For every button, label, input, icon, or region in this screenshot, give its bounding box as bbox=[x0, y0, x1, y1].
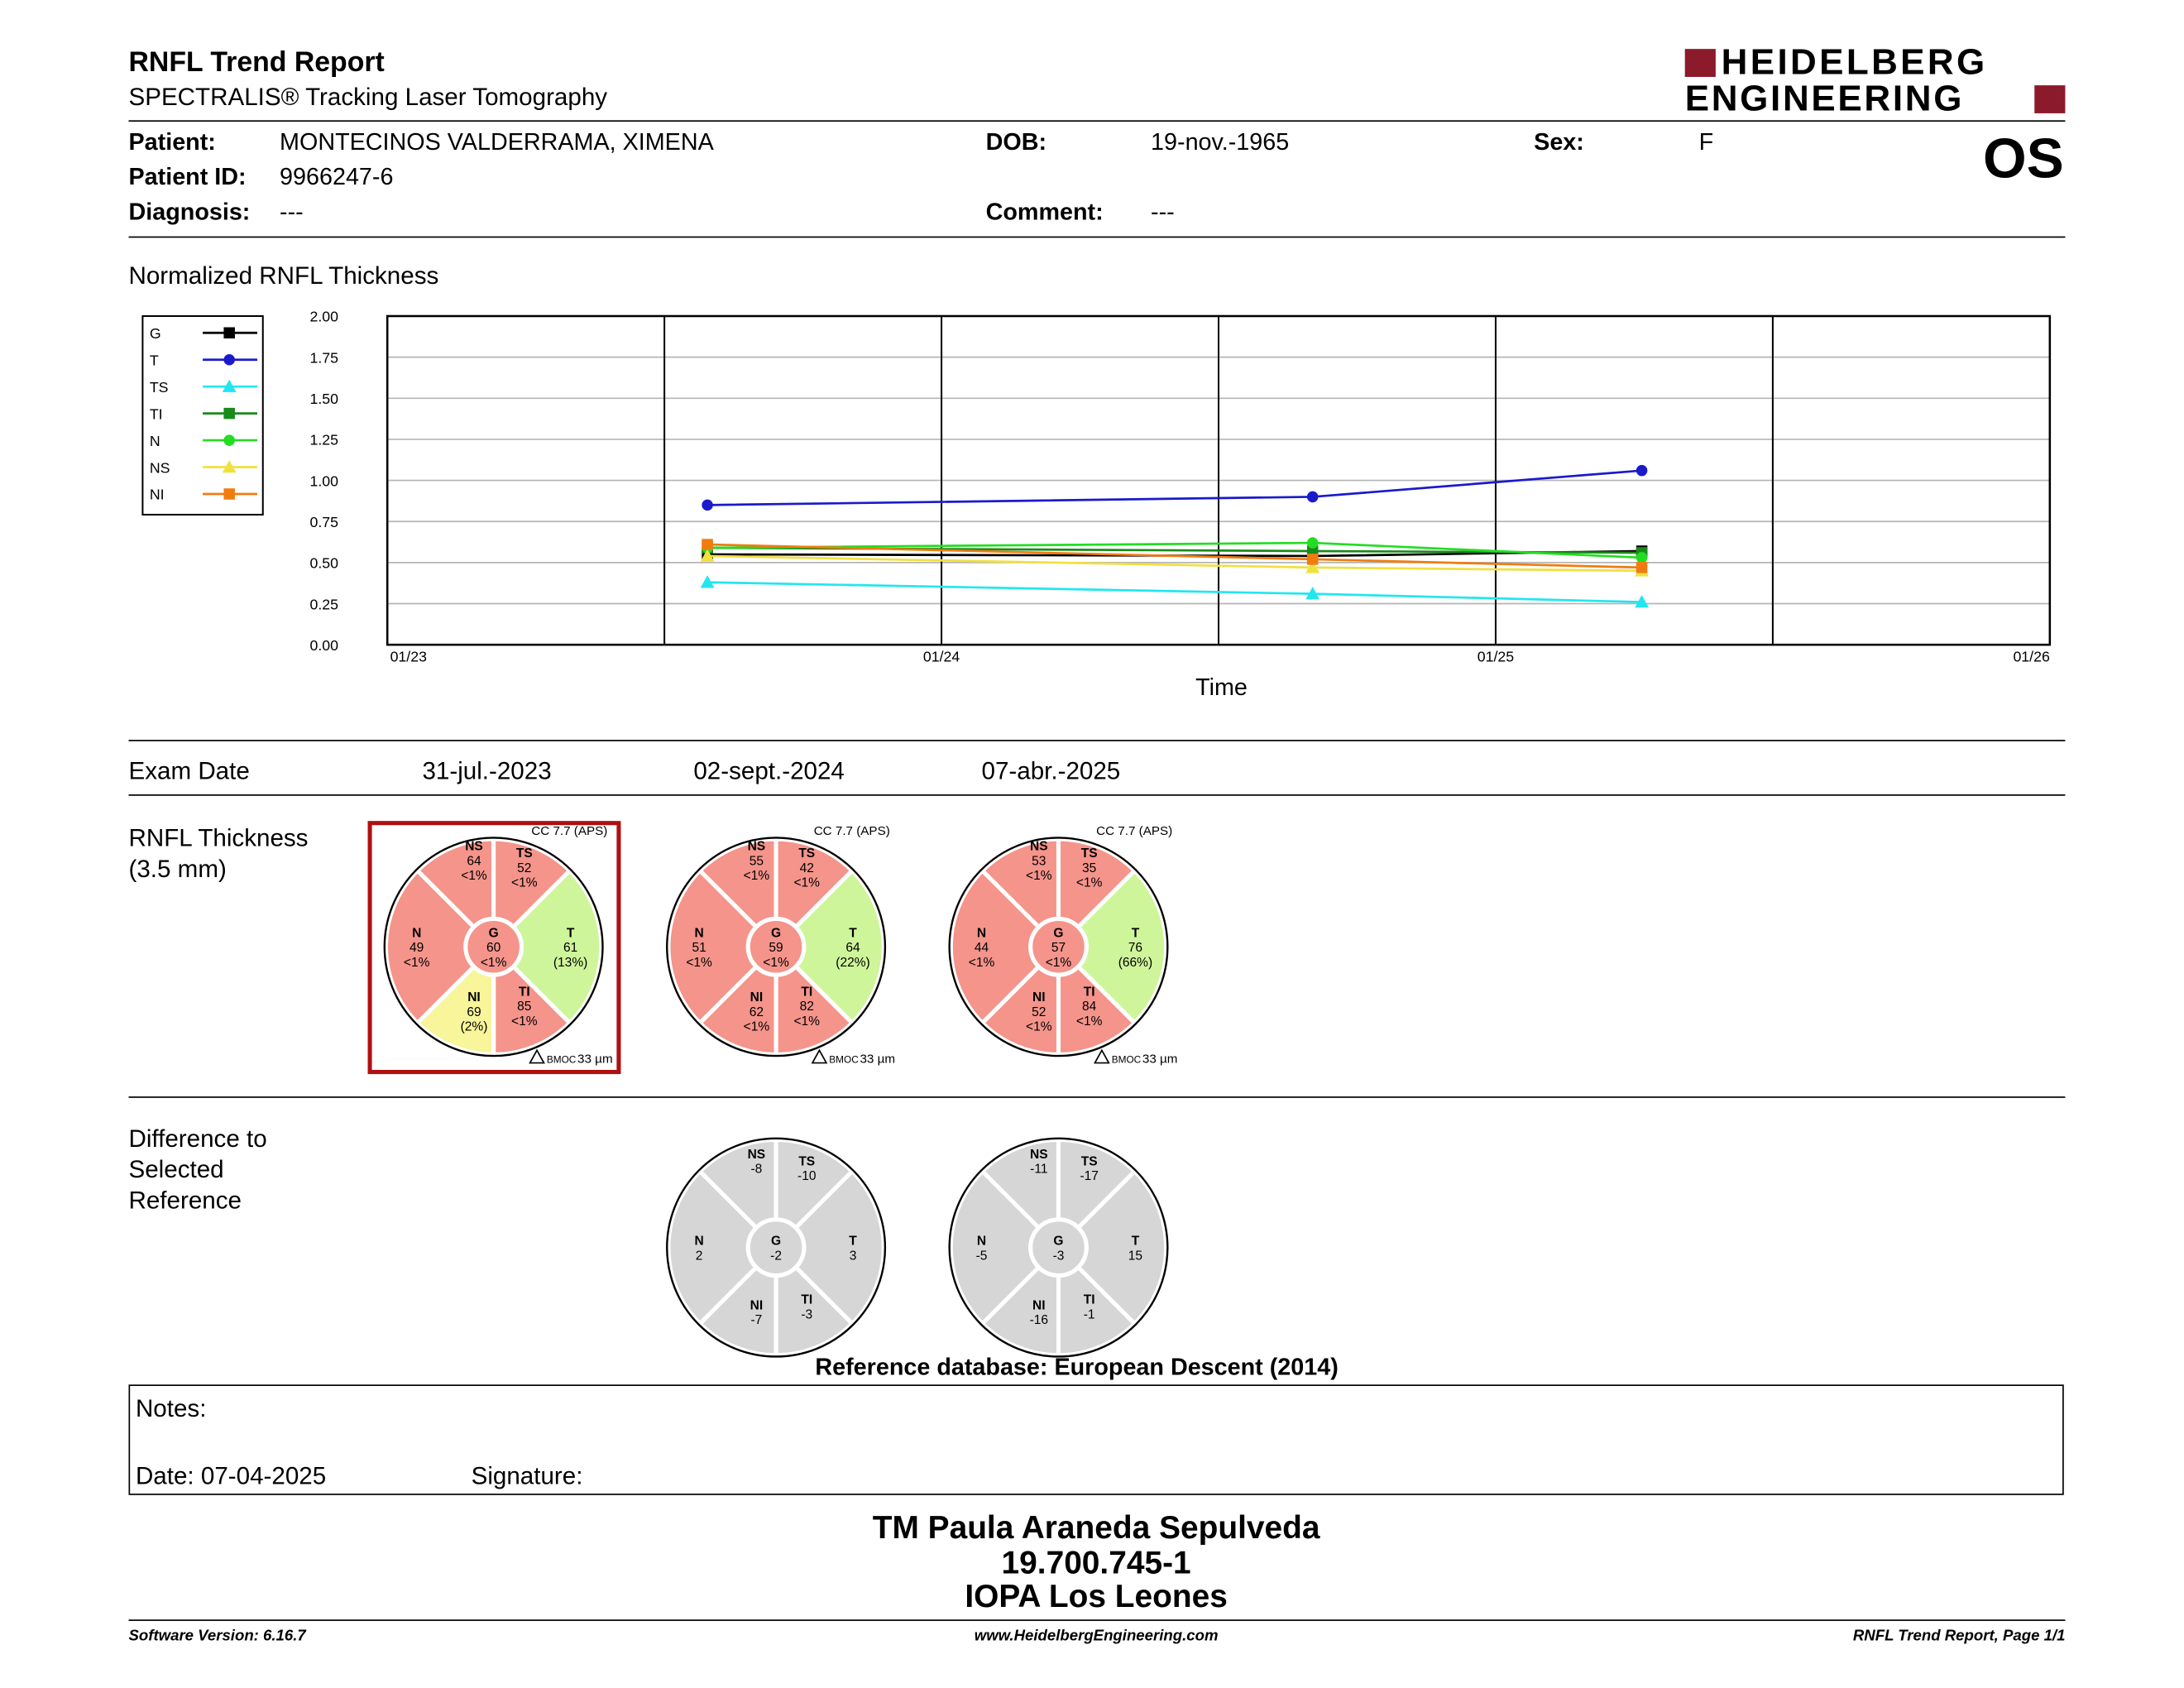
exam-date-1: 31-jul.-2023 bbox=[422, 756, 552, 785]
difference-label-line1: Difference to bbox=[128, 1124, 267, 1153]
sector-label-g: -2 bbox=[770, 1249, 782, 1264]
sector-label-ni: NI bbox=[750, 990, 764, 1005]
sector-label-n: <1% bbox=[403, 955, 430, 970]
y-tick-label: 0.00 bbox=[309, 636, 339, 654]
sector-label-ts: 42 bbox=[799, 861, 814, 875]
sector-label-ti: 85 bbox=[517, 1000, 532, 1014]
legend-entry-label: TI bbox=[149, 405, 163, 423]
signature-stamp bbox=[699, 1510, 1493, 1613]
sector-label-ni: 69 bbox=[467, 1005, 481, 1019]
sector-label-ti: 82 bbox=[799, 1000, 814, 1014]
exam-date-2: 02-sept.-2024 bbox=[693, 756, 845, 785]
sector-label-t: T bbox=[849, 1234, 857, 1249]
y-tick-label: 1.50 bbox=[309, 391, 339, 408]
sector-label-g: G bbox=[771, 1234, 782, 1249]
sector-label-n: N bbox=[694, 1234, 704, 1249]
sector-label-g: G bbox=[771, 926, 782, 941]
software-version: Software Version: 6.16.7 bbox=[128, 1628, 306, 1645]
sex-label: Sex: bbox=[1534, 128, 1584, 156]
sector-label-t: T bbox=[1131, 1234, 1140, 1249]
notes-label: Notes: bbox=[135, 1394, 207, 1422]
bmoc-value: 33 µm bbox=[1142, 1052, 1178, 1067]
series-line-t bbox=[707, 471, 1642, 506]
sector-label-ti: TI bbox=[801, 1292, 813, 1307]
sector-label-ns: NS bbox=[1030, 1147, 1048, 1162]
sector-label-ti: TI bbox=[801, 985, 813, 1000]
sector-label-n: N bbox=[976, 1234, 987, 1249]
cc-label: CC 7.7 (APS) bbox=[813, 824, 890, 839]
reference-database: Reference database: European Descent (2014) bbox=[815, 1354, 1339, 1381]
sector-label-g: G bbox=[1053, 926, 1064, 941]
page-number: RNFL Trend Report, Page 1/1 bbox=[1852, 1628, 2066, 1645]
bmoc-value: 33 µm bbox=[860, 1052, 896, 1067]
legend-entry-label: T bbox=[149, 352, 159, 369]
trend-chart bbox=[0, 0, 2184, 727]
sector-label-ns: NS bbox=[465, 839, 483, 854]
sector-label-t: 76 bbox=[1128, 941, 1143, 956]
sector-label-t: 64 bbox=[845, 941, 860, 956]
legend-marker bbox=[223, 488, 235, 500]
y-tick-label: 1.75 bbox=[309, 349, 339, 367]
x-tick-label: 01/24 bbox=[922, 648, 960, 665]
sector-label-ns: 64 bbox=[467, 854, 481, 869]
sector-label-ni: NI bbox=[750, 1298, 764, 1313]
legend-marker bbox=[223, 408, 235, 420]
sector-label-ns: <1% bbox=[743, 869, 770, 884]
patient-label: Patient: bbox=[128, 128, 216, 156]
sector-label-ni: <1% bbox=[743, 1019, 770, 1034]
legend-entry-label: G bbox=[149, 325, 161, 343]
sex-value: F bbox=[1698, 128, 1714, 156]
rnfl-label-line2: (3.5 mm) bbox=[128, 854, 227, 883]
sector-label-ns: <1% bbox=[1026, 869, 1052, 884]
sector-label-g: G bbox=[1053, 1234, 1064, 1249]
sector-label-t: (22%) bbox=[836, 955, 870, 970]
sector-label-g: G bbox=[488, 926, 499, 941]
sector-label-ns: NS bbox=[747, 839, 766, 854]
data-point bbox=[702, 539, 713, 550]
bmoc-label: BMOC bbox=[1111, 1053, 1142, 1066]
sector-label-ts: TS bbox=[798, 1154, 816, 1169]
series-t bbox=[702, 465, 1647, 511]
bmoc-label: BMOC bbox=[546, 1053, 577, 1066]
sector-label-ts: <1% bbox=[511, 875, 538, 890]
x-tick-label: 01/23 bbox=[390, 648, 427, 665]
report-title: RNFL Trend Report bbox=[128, 47, 385, 79]
y-tick-label: 1.00 bbox=[309, 472, 339, 490]
data-point bbox=[1636, 552, 1648, 563]
sector-label-ti: <1% bbox=[511, 1014, 538, 1029]
sector-label-t: (13%) bbox=[553, 955, 588, 970]
data-point bbox=[1636, 465, 1648, 477]
sector-label-g: 60 bbox=[486, 941, 501, 956]
legend-marker bbox=[223, 434, 235, 446]
exam-date-3: 07-abr.-2025 bbox=[981, 756, 1121, 785]
sector-label-ts: <1% bbox=[793, 875, 821, 890]
data-point bbox=[1307, 537, 1319, 549]
data-point bbox=[1636, 562, 1648, 573]
sector-label-n: <1% bbox=[968, 955, 995, 970]
difference-label-line2: Selected bbox=[128, 1155, 224, 1183]
sector-label-ns: -8 bbox=[750, 1162, 763, 1177]
data-point bbox=[702, 500, 713, 511]
bmoc-value: 33 µm bbox=[577, 1052, 613, 1067]
website-link[interactable]: www.HeidelbergEngineering.com bbox=[974, 1628, 1219, 1645]
sector-label-ts: TS bbox=[515, 846, 533, 861]
sector-label-ni: NI bbox=[1032, 1298, 1046, 1313]
sector-label-ti: 84 bbox=[1082, 1000, 1097, 1014]
data-point bbox=[1307, 554, 1319, 565]
sector-label-g: 57 bbox=[1051, 941, 1066, 956]
stamp-line1: TM Paula Araneda Sepulveda bbox=[872, 1508, 1320, 1546]
sector-label-n: N bbox=[412, 926, 422, 941]
sector-label-ni: 62 bbox=[749, 1005, 764, 1019]
sector-label-n: 51 bbox=[692, 941, 706, 956]
sector-label-t: T bbox=[1131, 926, 1140, 941]
patient-id: 9966247-6 bbox=[280, 163, 394, 190]
chart-plot-area bbox=[309, 309, 2049, 665]
difference-sector-chart bbox=[667, 1139, 885, 1357]
sector-label-g: -3 bbox=[1052, 1249, 1065, 1264]
y-tick-label: 0.75 bbox=[309, 513, 339, 530]
sector-label-g: <1% bbox=[1045, 955, 1072, 970]
rnfl-label-line1: RNFL Thickness bbox=[128, 823, 309, 852]
sector-label-ts: TS bbox=[1080, 1154, 1098, 1169]
divider bbox=[128, 1619, 2065, 1621]
bmoc-label: BMOC bbox=[829, 1053, 859, 1066]
sector-label-n: 49 bbox=[410, 941, 424, 956]
rnfl-sector-chart bbox=[950, 824, 1178, 1067]
sector-label-ts: 35 bbox=[1082, 861, 1097, 875]
cc-label: CC 7.7 (APS) bbox=[531, 824, 608, 839]
sector-label-ns: NS bbox=[1030, 839, 1048, 854]
sector-label-n: 2 bbox=[695, 1249, 703, 1264]
difference-sector-chart bbox=[950, 1139, 1168, 1357]
legend-entry-label: TS bbox=[149, 378, 169, 396]
dob-label: DOB: bbox=[985, 128, 1047, 156]
logo-line2: ENGINEERING bbox=[1684, 76, 1965, 119]
sector-label-ts: <1% bbox=[1075, 875, 1103, 890]
sector-label-ni: NI bbox=[467, 990, 481, 1005]
logo-line1: HEIDELBERG bbox=[1721, 41, 1988, 83]
sector-label-g: <1% bbox=[763, 955, 789, 970]
y-tick-label: 0.25 bbox=[309, 596, 339, 613]
data-point bbox=[1307, 492, 1319, 503]
sector-label-ti: -1 bbox=[1083, 1307, 1095, 1322]
sector-label-ts: TS bbox=[798, 846, 816, 861]
sector-label-ns: 53 bbox=[1032, 854, 1046, 869]
delta-icon bbox=[530, 1050, 544, 1062]
series-ts bbox=[701, 575, 1649, 607]
legend-marker bbox=[223, 328, 235, 339]
notes-date: Date: 07-04-2025 bbox=[135, 1461, 327, 1490]
series-line-ts bbox=[707, 583, 1642, 602]
sector-label-ts: -17 bbox=[1080, 1169, 1099, 1184]
y-tick-label: 0.50 bbox=[309, 554, 339, 572]
rnfl-sector-chart bbox=[385, 824, 613, 1067]
stamp-line3: IOPA Los Leones bbox=[965, 1577, 1228, 1614]
dob-value: 19-nov.-1965 bbox=[1151, 128, 1290, 156]
sector-label-g: 59 bbox=[769, 941, 783, 956]
y-tick-label: 1.25 bbox=[309, 431, 339, 448]
delta-icon bbox=[812, 1050, 826, 1062]
sector-label-t: T bbox=[566, 926, 575, 941]
eye-label: OS bbox=[1983, 128, 2064, 190]
sector-label-ns: -11 bbox=[1030, 1162, 1048, 1177]
sector-label-ns: NS bbox=[747, 1147, 766, 1162]
sector-label-g: <1% bbox=[480, 955, 507, 970]
x-axis-label: Time bbox=[1195, 674, 1248, 701]
legend-entry-label: NS bbox=[149, 459, 170, 477]
sector-label-ni: (2%) bbox=[460, 1019, 488, 1034]
sector-label-ni: <1% bbox=[1026, 1019, 1052, 1034]
sector-label-n: N bbox=[976, 926, 987, 941]
signature-label: Signature: bbox=[471, 1461, 583, 1490]
sector-label-ti: TI bbox=[1083, 1292, 1095, 1307]
comment-label: Comment: bbox=[985, 199, 1104, 226]
sector-label-ni: 52 bbox=[1032, 1005, 1046, 1019]
sector-label-t: 61 bbox=[563, 941, 578, 956]
rnfl-sector-chart bbox=[667, 824, 895, 1067]
sector-label-t: 15 bbox=[1128, 1249, 1143, 1264]
sector-label-ti: -3 bbox=[801, 1307, 813, 1322]
y-tick-label: 2.00 bbox=[309, 308, 339, 325]
report-subtitle: SPECTRALIS® Tracking Laser Tomography bbox=[128, 82, 608, 111]
patient-id-label: Patient ID: bbox=[128, 163, 247, 190]
chart-legend bbox=[142, 316, 262, 515]
x-tick-label: 01/25 bbox=[1477, 648, 1515, 665]
sector-label-n: N bbox=[694, 926, 704, 941]
exam-date-label: Exam Date bbox=[128, 756, 250, 785]
sector-label-ns: 55 bbox=[749, 854, 764, 869]
sector-label-ts: -10 bbox=[797, 1169, 817, 1184]
sector-label-t: (66%) bbox=[1118, 955, 1153, 970]
legend-entry-label: NI bbox=[149, 486, 165, 503]
cc-label: CC 7.7 (APS) bbox=[1096, 824, 1173, 839]
sector-label-ni: -7 bbox=[750, 1313, 763, 1328]
patient-name: MONTECINOS VALDERRAMA, XIMENA bbox=[280, 128, 714, 156]
chart-title: Normalized RNFL Thickness bbox=[128, 261, 439, 290]
diagnosis-label: Diagnosis: bbox=[128, 199, 251, 226]
stamp-line2: 19.700.745-1 bbox=[1001, 1543, 1191, 1580]
sector-charts bbox=[0, 784, 2184, 1385]
sector-label-ti: TI bbox=[1083, 985, 1095, 1000]
sector-label-t: 3 bbox=[849, 1249, 857, 1264]
divider bbox=[128, 740, 2065, 741]
sector-label-ts: 52 bbox=[517, 861, 532, 875]
sector-label-n: -5 bbox=[975, 1249, 988, 1264]
sector-label-ti: <1% bbox=[1075, 1014, 1103, 1029]
sector-label-ts: TS bbox=[1080, 846, 1098, 861]
legend-marker bbox=[223, 354, 235, 366]
sector-label-n: <1% bbox=[686, 955, 712, 970]
divider bbox=[128, 1096, 2065, 1098]
x-tick-label: 01/26 bbox=[2013, 648, 2050, 665]
legend-entry-label: N bbox=[149, 432, 160, 449]
sector-label-ti: <1% bbox=[793, 1014, 821, 1029]
sector-label-ti: TI bbox=[518, 985, 530, 1000]
difference-label-line3: Reference bbox=[128, 1186, 242, 1215]
delta-icon bbox=[1094, 1050, 1109, 1062]
sector-label-ni: -16 bbox=[1029, 1313, 1049, 1328]
sector-charts-group bbox=[385, 824, 1178, 1356]
sector-label-t: T bbox=[849, 926, 857, 941]
notes-box[interactable] bbox=[128, 1384, 2063, 1495]
diagnosis-value: --- bbox=[280, 199, 304, 226]
comment-value: --- bbox=[1151, 199, 1175, 226]
sector-label-n: 44 bbox=[974, 941, 989, 956]
sector-label-ni: NI bbox=[1032, 990, 1046, 1005]
sector-label-ns: <1% bbox=[461, 869, 487, 884]
